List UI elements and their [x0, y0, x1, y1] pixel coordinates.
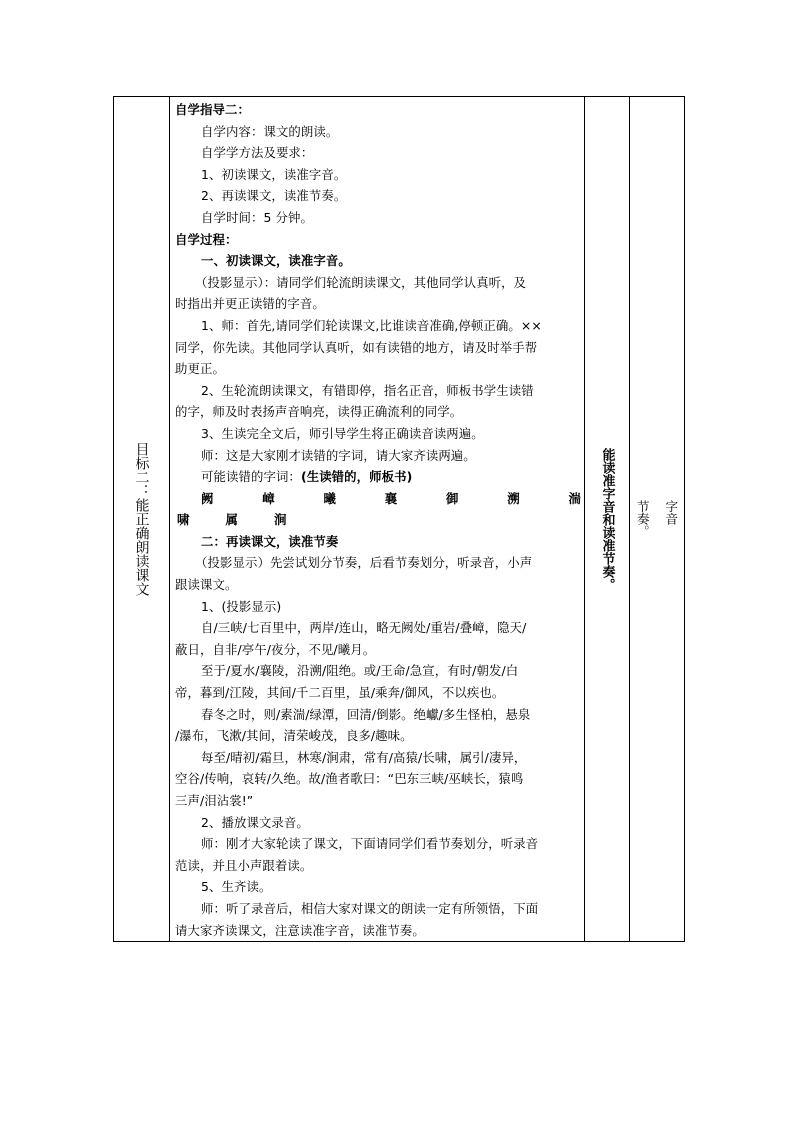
guidance-heading: 自学指导二： — [175, 102, 250, 117]
difficult-char: 襄 — [384, 490, 398, 506]
step1-p4: 3、生读完全文后，师引导学生将正确读音读两遍。 — [201, 425, 484, 441]
guidance-content: 自学内容：课文的朗读。 — [201, 123, 339, 139]
guidance-req2: 2、再读课文，读准节奏。 — [201, 188, 347, 204]
note-cell — [630, 97, 685, 942]
difficult-char: 湍 — [568, 490, 581, 506]
difficult-char: 嶂 — [262, 490, 275, 506]
step2-s3a: 春冬之时，则/素湍/绿潭，回清/倒影。绝巘/多生怪柏，悬泉 — [201, 706, 531, 722]
step1-p3a: 2、生轮流朗读课文，有错即停，指名正音，师板书学生读错 — [201, 382, 534, 398]
lesson-plan-table — [113, 96, 685, 942]
guidance-req1: 1、初读课文，读准字音。 — [201, 166, 347, 182]
step2-s4c: 三声/泪沾裳!” — [175, 793, 254, 808]
step1-p2b: 同学，你先读。其他同学认真听，如有读错的地方，请及时举手帮 — [175, 339, 538, 355]
step2-p2: 1、(投影显示) — [201, 598, 282, 614]
target-text: 能读准字音和读准节奏。 — [599, 447, 615, 591]
activity-cell — [170, 97, 585, 942]
step2-s3b: /瀑布，飞漱/其间，清荣峻茂，良多/趣味。 — [175, 728, 413, 744]
process-heading: 自学过程： — [175, 231, 238, 247]
step1-p6-bold: (生读错的，师板书) — [300, 469, 413, 485]
step2-s2b: 帝，暮到/江陵，其间/千二百里，虽/乘奔/御风，不以疾也。 — [175, 685, 505, 701]
difficult-char: 啸 — [177, 512, 190, 528]
step1-title: 一、初读课文，读准字音。 — [201, 253, 351, 269]
step1-p2c: 助更正。 — [175, 361, 225, 377]
step2-s1b: 蔽日，自非/亭午/夜分，不见/曦月。 — [175, 641, 376, 657]
step1-p1b: 时指出并更正读错的字音。 — [175, 296, 325, 312]
step2-p6b: 请大家齐读课文，注意读准字音，读准节奏。 — [175, 922, 425, 938]
step2-s4b: 空谷/传响，哀转/久绝。故/渔者歌曰：“巴东三峡/巫峡长，猿鸣 — [175, 771, 524, 787]
step2-p4a: 师：刚才大家轮读了课文，下面请同学们看节奏划分，听录音 — [201, 836, 539, 852]
step1-p1a: （投影显示）：请同学们轮流朗读课文，其他同学认真听，及 — [195, 274, 527, 290]
step2-s1a: 自/三峡/七百里中，两岸/连山，略无阙处/重岩/叠嶂，隐天/ — [201, 620, 527, 636]
step1-p3b: 的字，师及时表扬声音响亮，读得正确流利的同学。 — [175, 404, 463, 420]
difficult-chars-row1 — [175, 488, 581, 510]
step2-p5: 5、生齐读。 — [201, 879, 272, 895]
difficult-chars-row2 — [175, 509, 581, 531]
difficult-char: 阙 — [201, 490, 214, 506]
note-wrap — [630, 500, 684, 538]
difficult-char: 御 — [446, 490, 459, 506]
step2-p1b: 跟读课文。 — [175, 577, 238, 593]
note-line2: 节奏。 — [635, 500, 651, 538]
step2-s4a: 每至/晴初/霜旦，林寒/涧肃，常有/高猿/长啸，属引/凄异， — [201, 749, 527, 765]
activity-content — [170, 97, 584, 941]
step1-p5: 师：这是大家刚才读错的字词，请大家齐读两遍。 — [201, 447, 476, 463]
difficult-char: 属 — [225, 512, 238, 528]
target-cell — [585, 97, 630, 942]
step1-p6 — [175, 466, 581, 488]
step2-p6a: 师：听了录音后，相信大家对课文的朗读一定有所领悟，下面 — [201, 900, 539, 916]
goal-text: 目标二：能正确朗读课文 — [133, 442, 150, 597]
step2-s2a: 至于/夏水/襄陵，沿溯/阻绝。或/王命/急宣，有时/朝发/白 — [201, 663, 519, 679]
difficult-char: 涧 — [274, 512, 287, 528]
step2-p1a: （投影显示）先尝试划分节奏，后看节奏划分，听录音，小声 — [195, 555, 533, 571]
difficult-char: 溯 — [507, 490, 520, 506]
step2-title: 二：再读课文，读准节奏 — [201, 533, 339, 549]
guidance-time: 自学时间：5 分钟。 — [201, 209, 313, 225]
lesson-row — [114, 97, 685, 942]
step2-p4b: 范读，并且小声跟着读。 — [175, 857, 313, 873]
step1-p6-prefix: 可能读错的字词： — [201, 469, 301, 485]
step2-p3: 2、播放课文录音。 — [201, 814, 309, 830]
difficult-char: 曦 — [323, 490, 336, 506]
guidance-method: 自学学方法及要求： — [201, 145, 314, 161]
step1-p2a: 1、师：首先,请同学们轮读课文,比谁读音准确,停顿正确。×× — [201, 317, 542, 333]
note-line1: 字音 — [663, 500, 679, 526]
goal-cell — [114, 97, 170, 942]
